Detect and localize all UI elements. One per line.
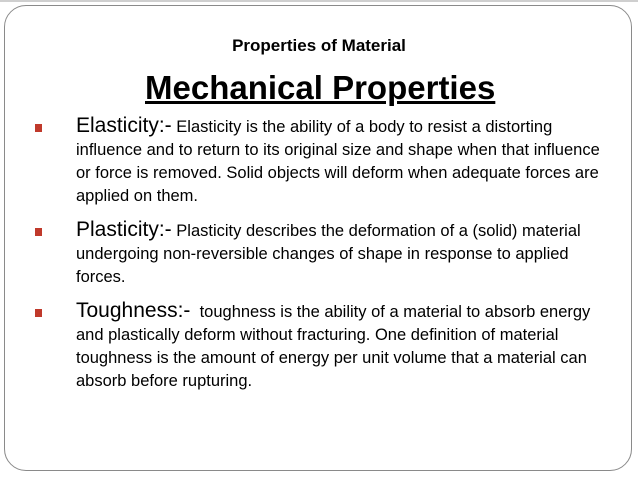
bullet-term: Plasticity:- [76, 218, 172, 241]
slide-subtitle [0, 36, 638, 56]
square-bullet-icon [35, 309, 42, 317]
square-bullet-icon [35, 124, 42, 132]
bullet-description: toughness is the ability of a material to absorb energy and plastically deform without fracturing. One definition of material toughness is the amount of energy per unit volume that a material can absorb before rupturing. [76, 303, 595, 390]
bullet-text [76, 217, 608, 289]
bullet-text [76, 113, 608, 208]
bullet-term: Toughness:- [76, 299, 191, 322]
square-bullet-icon [35, 228, 42, 236]
bullet-list [0, 113, 638, 402]
bullet-item-plasticity [0, 217, 638, 289]
bullet-term: Elasticity:- [76, 114, 172, 137]
slide-title: Mechanical Properties [145, 69, 496, 106]
bullet-text [76, 298, 608, 393]
subtitle-text: Properties of Material [232, 36, 406, 55]
top-border-accent [0, 0, 638, 2]
bullet-item-elasticity [0, 113, 638, 208]
bullet-description: Elasticity is the ability of a body to resist a distorting influence and to return to its original size and shape when that influence or force is removed. Solid objects will deform when adequate forces are applied on them. [76, 118, 600, 205]
bullet-item-toughness [0, 298, 638, 393]
bullet-description: Plasticity describes the deformation of a (solid) material undergoing non-reversible changes of shape in response to applied forces. [76, 222, 581, 286]
